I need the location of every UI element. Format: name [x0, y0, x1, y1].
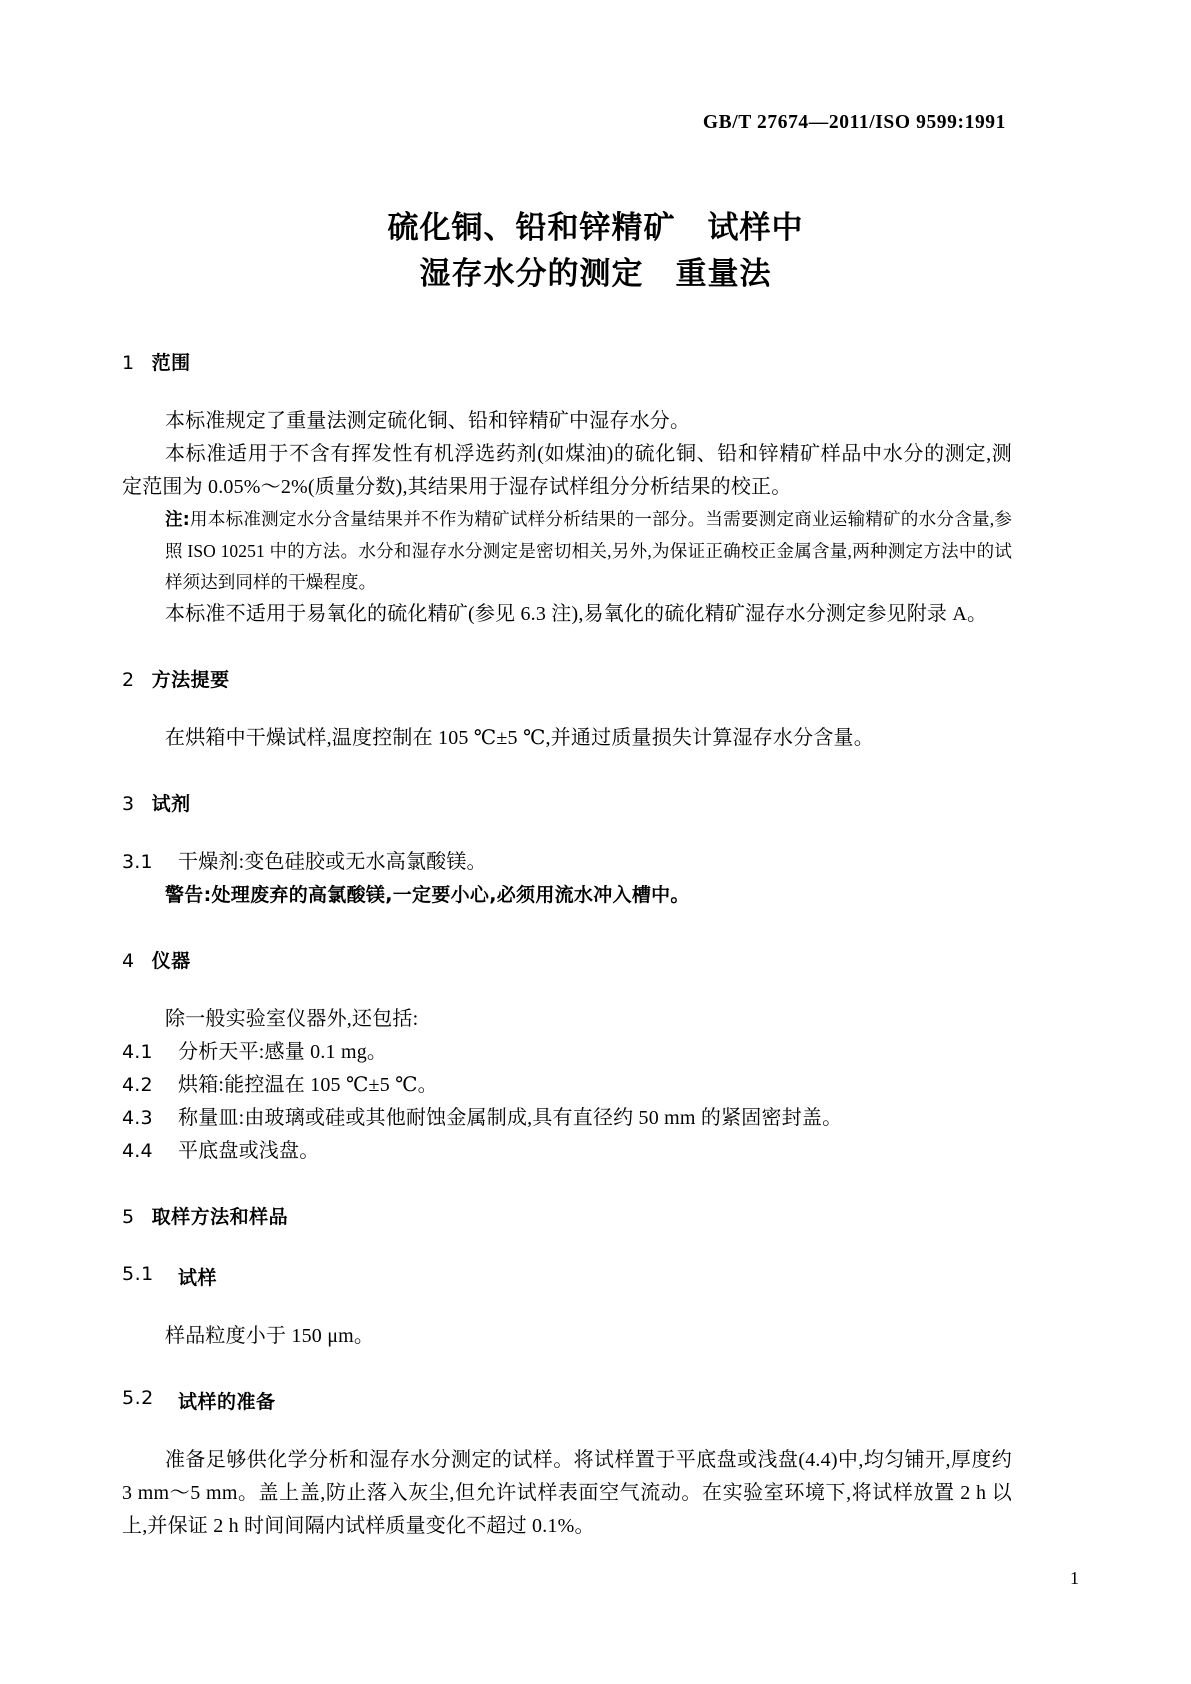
clause-3-1-number: 3.1 — [122, 851, 153, 873]
section-heading-5 — [122, 1202, 1012, 1229]
clause-4-1-text: 分析天平:感量 0.1 mg。 — [178, 1041, 388, 1063]
note-label: 注: — [165, 510, 190, 530]
section-title-3: 试剂 — [151, 793, 191, 815]
section-1-paragraph-3: 本标准不适用于易氧化的硫化精矿(参见 6.3 注),易氧化的硫化精矿湿存水分测定参见附录 A。 — [165, 603, 988, 625]
warning-note: 警告:处理废弃的高氯酸镁,一定要小心,必须用流水冲入槽中。 — [165, 884, 690, 906]
note-body: 用本标准测定水分含量结果并不作为精矿试样分析结果的一部分。当需要测定商业运输精矿的水分含量,参照 ISO 10251 中的方法。水分和湿存水分测定是密切相关,另外,为保证正确校正金属含量,两种测定方法中的试样须达到同样的干燥程度。 — [165, 509, 1012, 592]
clause-4-1-number: 4.1 — [122, 1041, 153, 1063]
section-number-2: 2 — [122, 669, 135, 691]
clause-4-3 — [122, 1102, 1012, 1135]
section-1-paragraph-2: 本标准适用于不含有挥发性有机浮选药剂(如煤油)的硫化铜、铅和锌精矿样品中水分的测定,测定范围为 0.05%～2%(质量分数),其结果用于湿存试样组分分析结果的校正。 — [122, 443, 1012, 498]
clause-4-3-number: 4.3 — [122, 1107, 153, 1129]
document-title-line-1: 硫化铜、铅和锌精矿 试样中 — [387, 210, 804, 246]
running-header-standard-code: GB/T 27674—2011/ISO 9599:1991 — [702, 112, 1006, 133]
subsection-5-1-paragraph-1: 样品粒度小于 150 μm。 — [165, 1325, 375, 1347]
subsection-heading-5-2 — [122, 1387, 1012, 1414]
subsection-heading-5-1 — [122, 1263, 1012, 1290]
document-body — [122, 348, 1012, 1543]
clause-4-2-text: 烘箱:能控温在 105 ℃±5 ℃。 — [178, 1074, 438, 1096]
clause-3-1-text: 干燥剂:变色硅胶或无水高氯酸镁。 — [178, 851, 487, 873]
subsection-5-2-paragraph-1: 准备足够供化学分析和湿存水分测定的试样。将试样置于平底盘或浅盘(4.4)中,均匀铺开,厚度约 3 mm～5 mm。盖上盖,防止落入灰尘,但允许试样表面空气流动。在实验室环境下,将试样放置 2 h 以上,并保证 2 h 时间间隔内试样质量变化不超过 0.1%。 — [122, 1449, 1012, 1537]
section-heading-4 — [122, 946, 1012, 973]
section-title-4: 仪器 — [151, 950, 191, 972]
subsection-5-2-number: 5.2 — [122, 1387, 154, 1409]
section-number-1: 1 — [122, 352, 135, 374]
section-number-5: 5 — [122, 1206, 135, 1228]
clause-4-4-number: 4.4 — [122, 1140, 153, 1162]
section-1-note — [122, 504, 1012, 598]
section-number-4: 4 — [122, 950, 135, 972]
clause-4-3-text: 称量皿:由玻璃或硅或其他耐蚀金属制成,具有直径约 50 mm 的紧固密封盖。 — [178, 1107, 843, 1129]
clause-4-2-number: 4.2 — [122, 1074, 153, 1096]
section-4-lead-in: 除一般实验室仪器外,还包括: — [165, 1008, 419, 1030]
page-number: 1 — [1070, 1568, 1079, 1588]
section-1-paragraph-1: 本标准规定了重量法测定硫化铜、铅和锌精矿中湿存水分。 — [165, 410, 691, 432]
section-title-2: 方法提要 — [151, 669, 230, 691]
clause-4-4 — [122, 1135, 1012, 1168]
subsection-5-2-title: 试样的准备 — [178, 1391, 276, 1413]
document-title-line-2: 湿存水分的测定 重量法 — [419, 256, 772, 292]
section-heading-2 — [122, 665, 1012, 692]
section-2-paragraph-1: 在烘箱中干燥试样,温度控制在 105 ℃±5 ℃,并通过质量损失计算湿存水分含量。 — [165, 727, 874, 749]
section-number-3: 3 — [122, 793, 135, 815]
section-heading-1 — [122, 348, 1012, 375]
section-title-1: 范围 — [151, 352, 191, 374]
clause-3-1 — [122, 846, 1012, 879]
clause-4-2 — [122, 1069, 1012, 1102]
clause-4-4-text: 平底盘或浅盘。 — [178, 1140, 320, 1162]
clause-4-1 — [122, 1036, 1012, 1069]
subsection-5-1-title: 试样 — [178, 1267, 218, 1289]
subsection-5-1-number: 5.1 — [122, 1263, 154, 1285]
section-heading-3 — [122, 789, 1012, 816]
section-title-5: 取样方法和样品 — [151, 1206, 289, 1228]
document-title — [0, 205, 1191, 297]
